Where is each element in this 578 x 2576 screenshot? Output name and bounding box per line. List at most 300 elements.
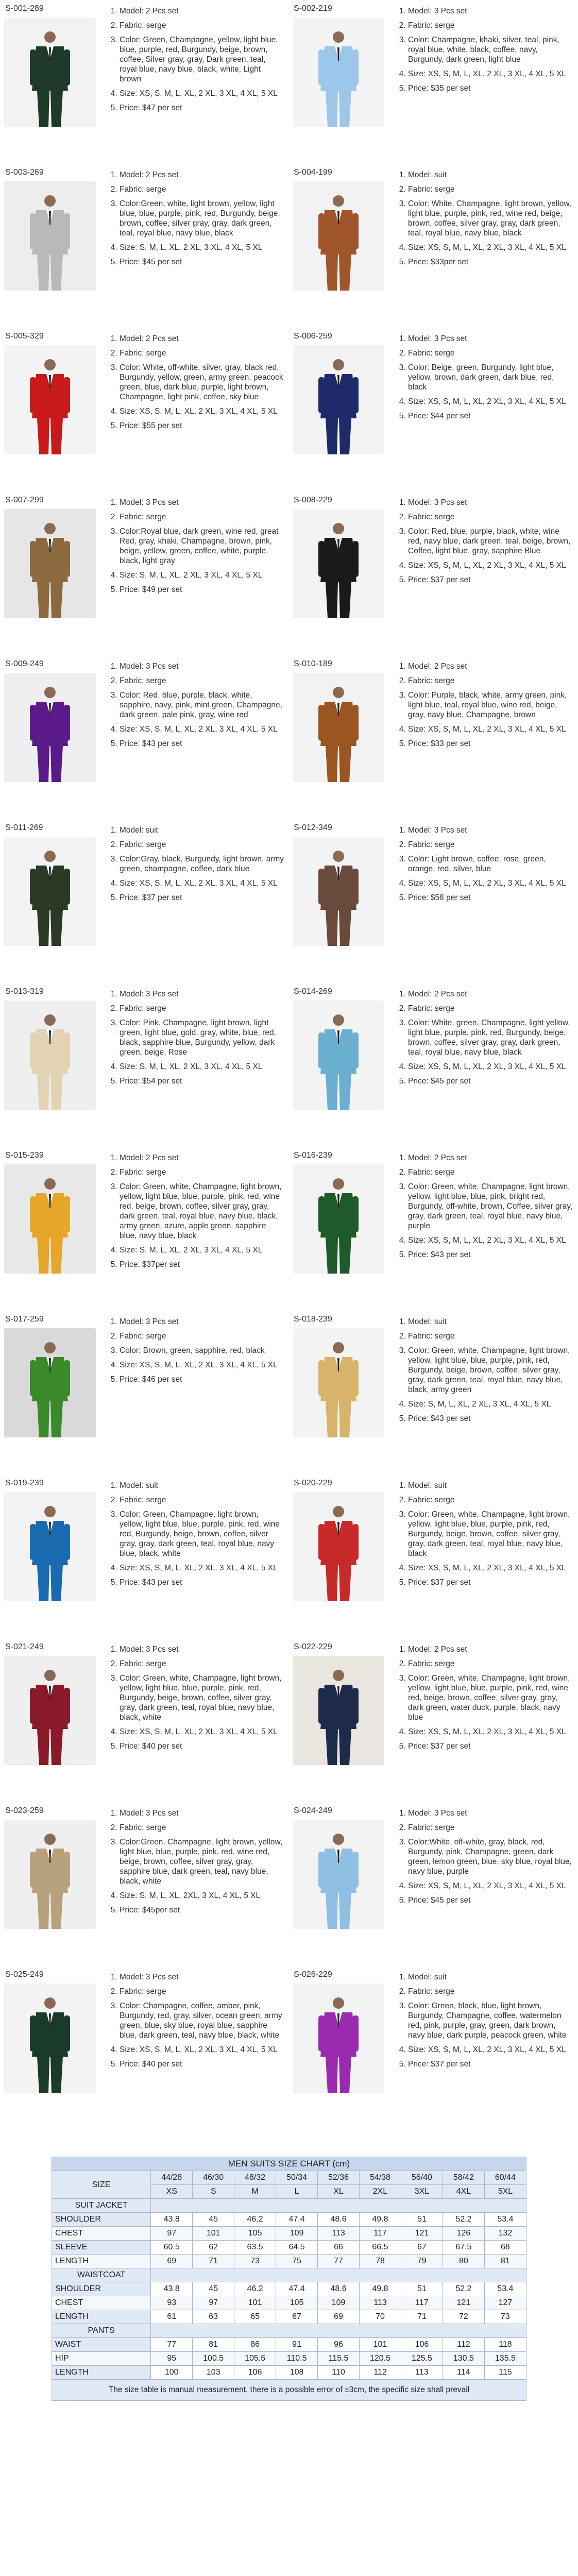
product-card [288,332,567,466]
product-photo [4,1656,96,1765]
size-section-filler [151,2324,526,2338]
product-photo [293,18,384,127]
product-photo [293,1820,384,1929]
measurement-value: 46.2 [234,2282,276,2296]
product-spec-item: 2. Fabric: serge [408,676,573,686]
measurement-value: 69 [318,2310,360,2324]
product-spec-item: 3. Color: Green, white, Champagne, light brown, yellow, light blue, blue, pink, bright red, Burgundy, off-white, brown, Coffee, silver gray, gray, dark green, teal, royal blue, navy blue, purple [408,1182,573,1231]
measurement-value: 97 [151,2227,193,2241]
measurement-value: 48.6 [318,2282,360,2296]
product-spec-item: 2. Fabric: serge [120,21,284,30]
measurement-value: 101 [193,2227,234,2241]
measurement-label: LENGTH [52,2310,151,2324]
product-spec-item: 3. Color: Champagne, khaki, silver, teal, pink, royal blue, white, black, coffee, navy, Burgundy, dark green, light blue [408,35,573,64]
product-sku: S-017-259 [5,1315,44,1324]
measurement-value: 135.5 [484,2352,526,2366]
product-spec-item: 2. Fabric: serge [408,1331,573,1341]
measurement-value: 71 [193,2255,234,2268]
measurement-value: 110.5 [276,2352,318,2366]
measurement-value: 77 [151,2338,193,2352]
product-card [288,168,572,302]
product-spec-item: 5. Price: $37 per set [408,1741,573,1751]
product-spec-item: 5. Price: $58 per set [408,893,573,903]
measurement-value: 53.4 [484,2282,526,2296]
product-sku: S-007-299 [5,496,44,504]
product-card [0,496,278,630]
measurement-value: 103 [193,2366,234,2380]
measurement-value: 68 [484,2241,526,2255]
product-spec-item: 5. Price: $44 per set [408,411,573,421]
product-spec-item: 4. Size: XS, S, M, L, XL, 2 XL, 3 XL, 4 XL, 5 XL [120,1360,284,1370]
product-spec-item: 3. Color: White, Champagne, light brown, yellow, light blue, purple, pink, red, wine red, beige, brown, coffee, silver gray, gray, dark green, teal, royal blue, navy blue, black [408,199,573,238]
product-spec-item: 4. Size: XS, S, M, L, XL, 2 XL, 3 XL, 4 XL, 5 XL [408,878,573,888]
suit-figure-icon [27,1995,73,2093]
product-spec-item: 2. Fabric: serge [408,1495,573,1505]
product-spec-item: 5. Price: $43 per set [408,1250,573,1260]
product-spec-item: 1. Model: 3 Pcs set [120,1972,284,1982]
product-card [0,823,284,957]
product-spec-item: 5. Price: $37 per set [120,893,284,903]
measurement-value: 43.8 [151,2213,193,2227]
product-spec-item: 2. Fabric: serge [120,1331,284,1341]
product-card [0,168,278,302]
size-section-filler [151,2199,526,2213]
product-sku: S-023-259 [5,1806,44,1815]
product-photo [293,1492,384,1601]
product-specs-list [108,662,284,753]
measurement-value: 130.5 [443,2352,484,2366]
product-spec-item: 5. Price: $49 per set [120,585,284,595]
product-card [288,4,567,138]
measurement-value: 112 [360,2366,401,2380]
product-sku: S-021-249 [5,1642,44,1651]
product-photo [4,1492,96,1601]
product-spec-item: 4. Size: S, M, L, XL, 2 XL, 3 XL, 4 XL, 5 XL [120,1062,284,1072]
product-spec-item: 2. Fabric: serge [120,1823,284,1833]
product-sku: S-008-229 [294,496,332,504]
product-spec-item: 5. Price: $37per set [120,1260,284,1269]
product-photo [4,18,96,127]
product-sku: S-018-239 [294,1315,332,1324]
product-specs-list [397,662,573,753]
measurement-value: 73 [234,2255,276,2268]
product-card [288,1806,572,1940]
product-spec-item: 1. Model: 3 Pcs set [408,825,573,835]
product-spec-item: 2. Fabric: serge [408,1987,573,1996]
measurement-value: 113 [401,2366,443,2380]
measurement-value: 78 [360,2255,401,2268]
product-spec-item: 5. Price: $33 per set [408,739,573,749]
suit-figure-icon [315,520,362,618]
suit-figure-icon [315,848,362,946]
product-spec-item: 1. Model: 3 Pcs set [120,1808,284,1818]
size-section-title: PANTS [52,2324,151,2338]
product-spec-item: 1. Model: 2 Pcs set [120,1153,284,1163]
product-sku: S-004-199 [294,168,332,177]
measurement-value: 117 [401,2296,443,2310]
product-specs-list [108,1645,284,1756]
product-specs-list [397,1972,573,2074]
product-spec-item: 3. Color: Purple, black, white, army green, pink, light blue, teal, royal blue, wine red, beige, gray, navy blue, Champagne, brown [408,690,573,720]
suit-figure-icon [315,1831,362,1929]
product-card [0,1479,278,1613]
suit-figure-icon [27,193,73,291]
product-sku: S-022-229 [294,1642,332,1651]
product-spec-item: 4. Size: XS, S, M, L, XL, 2 XL, 3 XL, 4 XL, 5 XL [120,1727,284,1737]
measurement-label: CHEST [52,2296,151,2310]
product-card [288,1315,570,1449]
suit-figure-icon [27,1667,73,1765]
product-card [288,1151,573,1285]
product-photo [293,1984,384,2093]
measurement-value: 101 [360,2338,401,2352]
product-photo [4,1984,96,2093]
product-spec-item: 5. Price: $45 per set [408,1076,573,1086]
product-sku: S-012-349 [294,823,332,832]
measurement-value: 65 [234,2310,276,2324]
suit-figure-icon [315,1340,362,1437]
measurement-value: 100.5 [193,2352,234,2366]
size-chart [52,2157,526,2401]
product-spec-item: 3. Color: Pink, Champagne, light brown, light green, light blue, gold, gray, white, blue, red, black, sapphire blue, Burgundy, yellow, dark green, beige, Rose [120,1018,284,1057]
product-specs-list [108,1481,284,1592]
measurement-value: 51 [401,2282,443,2296]
measurement-label: SHOULDER [52,2213,151,2227]
product-spec-item: 4. Size: XS, S, M, L, XL, 2 XL, 3 XL, 4 XL, 5 XL [120,2045,284,2055]
product-specs-list [397,825,573,907]
product-spec-item: 1. Model: 3 Pcs set [408,1808,573,1818]
product-photo [293,837,384,946]
product-spec-item: 4. Size: XS, S, M, L, XL, 2 XL, 3 XL, 4 XL, 5 XL [408,243,573,252]
product-photo [293,1001,384,1110]
measurement-label: SHOULDER [52,2282,151,2296]
product-card [0,1970,282,2104]
measurement-value: 63.5 [234,2241,276,2255]
measurement-value: 114 [443,2366,484,2380]
measurement-value: 77 [318,2255,360,2268]
measurement-value: 52.2 [443,2213,484,2227]
measurement-value: 48.6 [318,2213,360,2227]
product-photo [293,1164,384,1274]
suit-figure-icon [315,1667,362,1765]
measurement-value: 106 [234,2366,276,2380]
product-photo [4,673,96,782]
letter-size-header: S [193,2185,234,2199]
measurement-value: 120.5 [360,2352,401,2366]
product-specs-list [108,1153,284,1274]
product-spec-item: 2. Fabric: serge [120,1987,284,1996]
product-spec-item: 3. Color: Beige, green, Burgundy, light blue, yellow, brown, dark green, dark blue, red, black [408,363,573,392]
measurement-value: 121 [443,2296,484,2310]
measurement-value: 67 [401,2241,443,2255]
product-sku: S-006-259 [294,332,332,341]
product-spec-item: 4. Size: XS, S, M, L, XL, 2 XL, 3 XL, 4 XL, 5 XL [408,724,573,734]
product-spec-item: 3. Color:Royal blue, dark green, wine red, great Red, gray, khaki, Champagne, brown, pink, beige, yellow, green, coffee, white, purple, black, light gray [120,527,284,566]
product-spec-item: 1. Model: 3 Pcs set [408,334,573,344]
product-card [0,987,278,1121]
product-spec-item: 1. Model: suit [120,825,284,835]
product-spec-item: 4. Size: XS, S, M, L, XL, 2 XL, 3 XL, 4 XL, 5 XL [408,1062,573,1072]
measurement-value: 108 [276,2366,318,2380]
suit-figure-icon [315,29,362,127]
product-spec-item: 1. Model: 3 Pcs set [408,498,573,507]
product-spec-item: 4. Size: S, M, L, XL, 2 XL, 3 XL, 4 XL, 5 XL [120,570,284,580]
product-photo [293,181,384,291]
product-spec-item: 4. Size: XS, S, M, L, XL, 2 XL, 3 XL, 4 XL, 5 XL [120,724,284,734]
product-spec-item: 2. Fabric: serge [120,184,284,194]
product-spec-item: 5. Price: $43 per set [408,1414,573,1423]
product-spec-item: 1. Model: 2 Pcs set [120,334,284,344]
measurement-value: 115 [484,2366,526,2380]
product-spec-item: 1. Model: suit [120,1481,284,1490]
measurement-value: 100 [151,2366,193,2380]
product-specs-list [397,6,573,98]
product-spec-item: 4. Size: XS, S, M, L, XL, 2 XL, 3 XL, 4 XL, 5 XL [120,878,284,888]
product-spec-item: 4. Size: XS, S, M, L, XL, 2 XL, 3 XL, 4 XL, 5 XL [408,69,573,79]
measurement-value: 95 [151,2352,193,2366]
product-sku: S-015-239 [5,1151,44,1160]
product-spec-item: 3. Color: Red, blue, purple, black, white, sapphire, navy, pink, mint green, Champagne, dark green, pale pink, gray, wine red [120,690,284,720]
euro-size-header: 54/38 [360,2171,401,2185]
measurement-value: 45 [193,2213,234,2227]
product-specs-list [108,1972,284,2074]
measurement-value: 72 [443,2310,484,2324]
measurement-value: 96 [318,2338,360,2352]
measurement-value: 112 [443,2338,484,2352]
product-spec-item: 1. Model: 3 Pcs set [120,498,284,507]
suit-figure-icon [315,1995,362,2093]
suit-figure-icon [27,1340,73,1437]
product-sku: S-019-239 [5,1479,44,1487]
measurement-label: LENGTH [52,2255,151,2268]
product-photo [4,181,96,291]
product-spec-item: 1. Model: 2 Pcs set [408,989,573,999]
product-spec-item: 3. Color: Green, Champagne, yellow, light blue, blue, purple, red, Burgundy, beige, brown, coffee, Silver gray, gray, Dark green, teal, royal blue, navy blue, black, white, Light brown [120,35,284,84]
product-sku: S-013-319 [5,987,44,996]
letter-size-header: M [234,2185,276,2199]
measurement-value: 64.5 [276,2241,318,2255]
measurement-value: 93 [151,2296,193,2310]
product-photo [4,1001,96,1110]
size-chart-note: The size table is manual measurement, there is a possible error of ±3cm, the specific size shall prevail [52,2380,526,2401]
letter-size-header: 2XL [360,2185,401,2199]
measurement-value: 132 [484,2227,526,2241]
product-specs-list [108,170,284,272]
product-spec-item: 2. Fabric: serge [408,840,573,850]
product-spec-item: 4. Size: XS, S, M, L, XL, 2 XL, 3 XL, 4 XL, 5 XL [120,1563,284,1573]
product-sku: S-024-249 [294,1806,332,1815]
product-sku: S-025-249 [5,1970,44,1979]
product-spec-item: 1. Model: suit [408,170,573,180]
measurement-value: 43.8 [151,2282,193,2296]
product-photo [293,509,384,618]
product-spec-item: 5. Price: $40 per set [120,2059,284,2069]
size-section-filler [151,2268,526,2282]
letter-size-header: 5XL [484,2185,526,2199]
suit-figure-icon [27,848,73,946]
product-spec-item: 5. Price: $40 per set [120,1741,284,1751]
suit-figure-icon [27,29,73,127]
product-spec-item: 3. Color: Green, white, Champagne, light brown, yellow, light blue, blue, purple, pink, red, Burgundy, beige, brown, coffee, silver gray, gray, dark green, teal, royal blue, navy blue, black, army green [408,1346,573,1395]
product-sku: S-002-219 [294,4,332,13]
suit-figure-icon [315,357,362,454]
measurement-value: 71 [401,2310,443,2324]
measurement-value: 73 [484,2310,526,2324]
product-spec-item: 2. Fabric: serge [408,184,573,194]
product-spec-item: 5. Price: $46 per set [120,1375,284,1384]
product-spec-item: 4. Size: S, M, L, XL, 2XL, 3 XL, 4 XL, 5 XL [120,1891,284,1901]
product-spec-item: 3. Color:Green, Champagne, light brown, yellow, light blue, blue, purple, pink, red, wine red, beige, brown, coffee, silver gray, gray, sapphire blue, dark green, teal, navy blue, black, white [120,1837,284,1886]
product-spec-item: 1. Model: suit [408,1972,573,1982]
product-spec-item: 3. Color: Brown, green, sapphire, red, black [120,1346,284,1355]
product-spec-item: 4. Size: XS, S, M, L, XL, 2 XL, 3 XL, 4 XL, 5 XL [408,2045,573,2055]
measurement-value: 52.2 [443,2282,484,2296]
product-spec-item: 2. Fabric: serge [120,1004,284,1013]
euro-size-header: 44/28 [151,2171,193,2185]
product-photo [293,673,384,782]
product-spec-item: 5. Price: $45per set [120,1905,284,1915]
product-spec-item: 3. Color: White, green, Champagne, light yellow, light blue, purple, pink, red, Burgundy, beige, brown, coffee, silver gray, gray, dark green, teal, royal blue, navy blue, black [408,1018,573,1057]
measurement-value: 67 [276,2310,318,2324]
product-spec-item: 4. Size: XS, S, M, L, XL, 2 XL, 3 XL, 4 XL, 5 XL [408,1563,573,1573]
product-photo [4,509,96,618]
measurement-value: 47.4 [276,2213,318,2227]
product-spec-item: 3. Color:Green, white, light brown, yellow, light blue, blue, purple, pink, red, Burgundy, beige, brown, coffee, silver gray, gray, dark green, teal, royal blue, navy blue, black [120,199,284,238]
product-photo [4,1820,96,1929]
suit-figure-icon [27,1012,73,1110]
product-photo [4,1328,96,1437]
product-specs-list [108,334,284,435]
measurement-value: 66 [318,2241,360,2255]
measurement-value: 81 [484,2255,526,2268]
measurement-label: LENGTH [52,2366,151,2380]
product-spec-item: 1. Model: 3 Pcs set [120,1317,284,1327]
euro-size-header: 58/42 [443,2171,484,2185]
measurement-value: 115.5 [318,2352,360,2366]
product-spec-item: 5. Price: $43 per set [120,739,284,749]
measurement-value: 127 [484,2296,526,2310]
measurement-value: 97 [193,2296,234,2310]
product-spec-item: 1. Model: suit [408,1481,573,1490]
product-spec-item: 5. Price: $37 per set [408,2059,573,2069]
product-card [288,1642,570,1776]
product-card [0,1642,282,1776]
measurement-value: 126 [443,2227,484,2241]
letter-size-header: 3XL [401,2185,443,2199]
measurement-value: 113 [360,2296,401,2310]
size-section-title: SUIT JACKET [52,2199,151,2213]
measurement-value: 125.5 [401,2352,443,2366]
product-sku: S-001-289 [5,4,44,13]
measurement-value: 80 [443,2255,484,2268]
euro-size-header: 46/30 [193,2171,234,2185]
product-specs-list [108,825,284,907]
suit-figure-icon [27,684,73,782]
suit-figure-icon [315,1503,362,1601]
measurement-value: 101 [234,2296,276,2310]
product-specs-list [108,1808,284,1920]
measurement-value: 49.8 [360,2282,401,2296]
product-spec-item: 5. Price: $47 per set [120,103,284,113]
letter-size-header: 4XL [443,2185,484,2199]
product-spec-item: 1. Model: 2 Pcs set [120,6,284,16]
product-spec-item: 4. Size: XS, S, M, L, XL, 2 XL, 3 XL, 4 XL, 5 XL [408,1235,573,1245]
measurement-value: 109 [318,2296,360,2310]
product-spec-item: 3. Color: Green, white, Champagne, light brown, yellow, light blue, blue, purple, pink, red, wine red, beige, brown, coffee, silver gray, gray, dark green, water duck, purple, black, navy blue [408,1673,573,1722]
product-sku: S-003-269 [5,168,44,177]
product-specs-list [397,334,573,426]
product-spec-item: 1. Model: 3 Pcs set [120,1645,284,1654]
measurement-value: 110 [318,2366,360,2380]
product-spec-item: 2. Fabric: serge [408,21,573,30]
measurement-label: HIP [52,2352,151,2366]
measurement-value: 69 [151,2255,193,2268]
product-specs-list [397,498,573,589]
product-sku: S-009-249 [5,659,44,668]
euro-size-header: 48/32 [234,2171,276,2185]
measurement-value: 105.5 [234,2352,276,2366]
measurement-value: 91 [276,2338,318,2352]
product-specs-list [397,1645,573,1756]
product-spec-item: 2. Fabric: serge [120,676,284,686]
product-spec-item: 1. Model: 2 Pcs set [408,662,573,671]
measurement-value: 105 [276,2296,318,2310]
measurement-value: 63 [193,2310,234,2324]
suit-figure-icon [315,1176,362,1274]
product-spec-item: 3. Color: Green, white, Champagne, light brown, yellow, light blue, blue, purple, pink, red, Burgundy, beige, brown, coffee, silver gray, gray, dark green, teal, royal blue, navy blue, black [408,1510,573,1558]
measurement-value: 53.4 [484,2213,526,2227]
product-card [288,1970,567,2104]
suit-figure-icon [315,1012,362,1110]
measurement-value: 75 [276,2255,318,2268]
product-spec-item: 5. Price: $37 per set [408,1578,573,1587]
product-spec-item: 4. Size: XS, S, M, L, XL, 2 XL, 3 XL, 4 XL, 5 XL [408,397,573,406]
measurement-value: 60.5 [151,2241,193,2255]
size-section-title: WAISTCOAT [52,2268,151,2282]
suit-figure-icon [27,1503,73,1601]
measurement-value: 67.5 [443,2241,484,2255]
euro-size-header: 56/40 [401,2171,443,2185]
measurement-label: WAIST [52,2338,151,2352]
measurement-value: 105 [234,2227,276,2241]
measurement-value: 121 [401,2227,443,2241]
product-photo [293,1656,384,1765]
product-sku: S-026-229 [294,1970,332,1979]
product-card [288,823,567,957]
measurement-value: 106 [401,2338,443,2352]
product-sku: S-011-269 [5,823,43,832]
product-spec-item: 2. Fabric: serge [120,348,284,358]
product-spec-item: 3. Color:White, off-white, gray, black, red, Burgundy, pink, Champagne, green, dark green, lemon green, blue, sky blue, royal blue, navy blue, purple [408,1837,573,1876]
product-spec-item: 2. Fabric: serge [408,1823,573,1833]
product-spec-item: 2. Fabric: serge [120,1495,284,1505]
product-spec-item: 1. Model: 3 Pcs set [120,989,284,999]
product-specs-list [108,1317,284,1389]
measurement-value: 81 [193,2338,234,2352]
product-card [0,1151,282,1285]
measurement-value: 109 [276,2227,318,2241]
product-sku: S-010-189 [294,659,332,668]
euro-size-header: 60/44 [484,2171,526,2185]
measurement-value: 70 [360,2310,401,2324]
product-photo [4,837,96,946]
product-sku: S-005-329 [5,332,44,341]
product-spec-item: 3. Color: Green, black, blue, light brown, Burgundy, Champagne, coffee, watermelon red, pink, purple, gray, green, dark brown, navy blue, dark purple, peacock green, white [408,2001,573,2040]
product-spec-item: 3. Color: Red, blue, purple, black, white, wine red, navy blue, dark green, teal, beige, brown, Coffee, light blue, gray, sapphire Blue [408,527,573,556]
product-spec-item: 5. Price: $35 per set [408,83,573,93]
product-spec-item: 2. Fabric: serge [120,1167,284,1177]
size-chart-title: MEN SUITS SIZE CHART (cm) [52,2157,526,2171]
